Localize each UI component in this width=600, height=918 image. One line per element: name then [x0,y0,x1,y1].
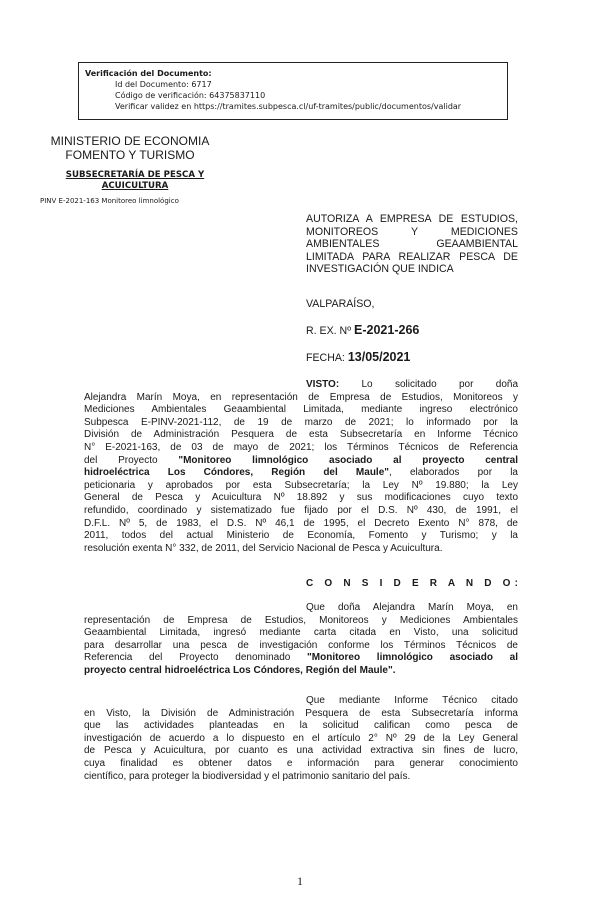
paragraph-line: cuya finalidad es obtener datos e información para generar conocimiento [84,757,518,769]
project-name-bold: "Monitoreo limnológico asociado al proyecto central [178,454,519,466]
subsecretaria-line-2: ACUICULTURA [101,181,169,191]
subject-line: AUTORIZA A EMPRESA DE ESTUDIOS, [306,213,518,225]
paragraph-line: N° E-2021-163, de 03 de mayo de 2021; los Términos Técnicos de Referencia [84,441,518,453]
paragraph-line: Subpesca E-PINV-2021-112, de 19 de marzo de 2021; lo informado por la [84,416,518,428]
document-id: • Id del Documento: 6717 [115,79,501,90]
subject-line: LIMITADA PARA REALIZAR PESCA DE [306,250,518,263]
paragraph-line: peticionaria y aprobados por esta Subsecretaría; la Ley Nº 19.880; la Ley [84,479,518,491]
paragraph-line: que las actividades planteadas en la solicitud califican como pesca de [84,720,518,732]
date-value: 13/05/2021 [347,350,411,364]
verification-title: Verificación del Documento: [85,69,212,78]
subsecretaria-line-1: SUBSECRETARÍA DE PESCA Y [65,170,205,180]
place: VALPARAÍSO, [306,298,375,310]
ministry-line-1: MINISTERIO DE ECONOMIA [50,134,210,148]
rex-number: E-2021-266 [354,323,420,337]
project-intro: Referencia del Proyecto denominado [84,652,291,664]
paragraph-line: 2011, todos del actual Ministerio de Economía, Fomento y Turismo; y la [84,530,518,542]
subject-line: MONITOREOS Y MEDICIONES [306,225,518,238]
considerando-paragraph-1 [84,602,518,678]
paragraph-line: para desarrollar una pesca de investigación conforme los Términos Técnicos de [84,639,518,651]
document-reference: PINV E-2021-163 Monitoreo limnológico [40,197,179,205]
ministry-line-2: FOMENTO Y TURISMO [65,148,195,162]
resolution-date [306,350,410,364]
paragraph-line: General de Pesca y Acuicultura Nº 18.892 y sus modificaciones cuyo texto [84,492,518,504]
page-number: 1 [297,874,303,888]
paragraph-line: Alejandra Marín Moya, en representación de Empresa de Estudios, Monitoreos y [84,391,518,403]
paragraph-line [84,665,518,678]
paragraph-line: representación de Empresa de Estudios, Monitoreos y Mediciones Ambientales [84,614,518,626]
paragraph-line: refundido, coordinado y sistematizado fue fijado por el D.S. Nº 430, de 1991, el [84,504,518,516]
date-label: FECHA: [306,352,345,364]
resolution-number [306,323,419,337]
paragraph-line [84,455,518,468]
resolution-subject [306,213,518,276]
paragraph-line: resolución exenta N° 332, de 2011, del Servicio Nacional de Pesca y Acuicultura. [84,542,443,554]
project-name-bold: "Monitoreo limnológico asociado al [307,652,519,664]
paragraph-line: de Pesca y Acuicultura, por cuanto es una actividad extractiva sin fines de lucro, [84,745,518,757]
considerando-heading [306,578,522,589]
paragraph-line: División de Administración Pesquera de esta Subsecretaría en Informe Técnico [84,429,518,441]
paragraph-line: Mediciones Ambientales Geaambiental Limitada, mediante ingreso electrónico [84,404,518,416]
paragraph-line: Geaambiental Limitada, ingresó mediante carta citada en Visto, una solicitud [84,627,518,639]
subsecretaria-name [60,170,210,192]
verification-url[interactable]: • Verificar validez en https://tramites.subpesca.cl/uf-tramites/public/documentos/validar [115,101,501,112]
rex-label: R. EX. Nº [306,325,352,337]
visto-paragraph [84,379,518,555]
visto-label: VISTO: [306,379,340,390]
paragraph-line: Que doña Alejandra Marín Moya, en [306,602,518,613]
paragraph-line: en Visto, la División de Administración Pesquera de esta Subsecretaría informa [84,707,518,719]
verification-list [85,79,501,112]
considerando-text: C O N S I D E R A N D O: [306,578,523,589]
paragraph-line: Que mediante Informe Técnico citado [306,695,518,706]
ministry-name [40,134,220,162]
paragraph-line: investigación de acuerdo a lo dispuesto en el artículo 2° Nº 29 de la Ley General [84,732,518,744]
verification-code: • Código de verificación: 64375837110 [115,90,501,101]
paragraph-line [84,652,518,665]
project-intro: del Proyecto [84,454,158,466]
subject-line: INVESTIGACIÓN QUE INDICA [306,263,454,275]
paragraph-line [84,379,518,392]
project-name-bold-cont: hidroeléctrica Los Cóndores, Región del Maule" [84,467,390,479]
considerando-paragraph-2 [84,695,518,783]
visto-first-line: Lo solicitado por doña [361,379,518,390]
project-name-bold-cont: proyecto central hidroeléctrica Los Cóndores, Región del Maule". [84,664,396,676]
paragraph-line: D.F.L. Nº 5, de 1983, el D.S. Nº 46,1 de 1995, el Decreto Exento N° 878, de [84,517,518,529]
paragraph-line: científico, para proteger la biodiversidad y el patrimonio sanitario del país. [84,770,411,782]
paragraph-line [84,467,518,480]
project-after: , elaborados por la [389,467,518,479]
verification-box [78,62,508,120]
subject-line: AMBIENTALES GEAAMBIENTAL [306,238,518,250]
